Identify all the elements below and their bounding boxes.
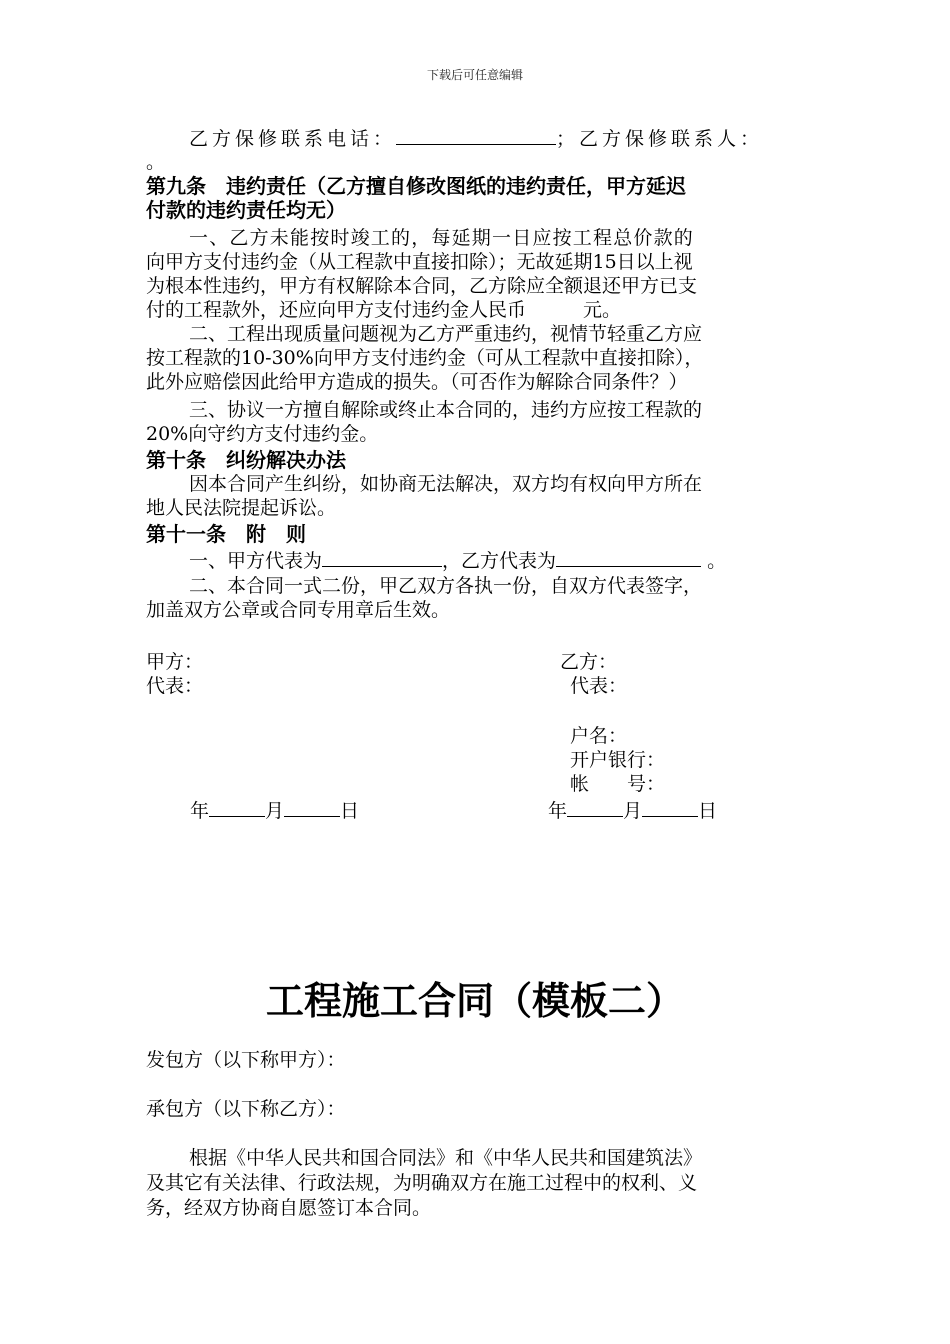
- article-11-p2-line1: 二、本合同一式二份，甲乙双方各执一份，自双方代表签字，: [189, 575, 703, 597]
- year-label: 年: [190, 800, 210, 822]
- article-9-p1-line4: 付的工程款外，还应向甲方支付违约金人民币 元。: [146, 299, 622, 321]
- employer-label: 发包方（以下称甲方）：: [146, 1049, 346, 1071]
- warranty-phone-blank: [396, 126, 556, 145]
- warranty-contact-line: [146, 126, 806, 151]
- article-11-title: 第十一条 附 则: [146, 522, 306, 546]
- intro-line1: 根据《中华人民共和国合同法》和《中华人民共和国建筑法》: [189, 1147, 703, 1169]
- article-9-p2-line3: 此外应赔偿因此给甲方造成的损失。（可否作为解除合同条件？）: [146, 371, 688, 393]
- article-9-p1-line1: 一、乙方未能按时竣工的，每延期一日应按工程总价款的: [189, 227, 695, 249]
- party-b-rep-label: ，乙方代表为: [442, 550, 557, 572]
- party-b-rep-blank: [556, 548, 701, 567]
- article-9-p1-line2: 向甲方支付违约金（从工程款中直接扣除）；无故延期15日以上视: [146, 251, 693, 273]
- contract-2-title: 工程施工合同（模板二）: [265, 979, 684, 1023]
- article-10-line2: 地人民法院提起诉讼。: [146, 497, 337, 519]
- party-b-rep: 代表：: [570, 675, 628, 697]
- day-label: 日: [698, 800, 718, 822]
- party-a-rep-blank: [322, 548, 442, 567]
- month-blank: [209, 798, 265, 817]
- day-blank: [642, 798, 698, 817]
- article-9-p3-line1: 三、协议一方擅自解除或终止本合同的，违约方应按工程款的: [189, 399, 703, 421]
- page-header: 下载后可任意编辑: [426, 68, 523, 82]
- party-b-label: 乙方：: [560, 651, 618, 673]
- party-a-rep: 代表：: [146, 675, 204, 697]
- month-label: 月: [623, 800, 643, 822]
- contact-end: 。: [146, 151, 166, 173]
- intro-line3: 务，经双方协商自愿签订本合同。: [146, 1197, 432, 1219]
- party-a-rep-label: 一、甲方代表为: [189, 550, 323, 572]
- article-11-p1: [146, 548, 806, 573]
- article-11-p1-end: 。: [707, 550, 727, 572]
- article-9-p3-line2: 20%向守约方支付违约金。: [146, 423, 379, 445]
- article-9-title-line1: 第九条 违约责任（乙方擅自修改图纸的违约责任，甲方延迟: [146, 174, 686, 198]
- account-number-label: 帐 号：: [570, 773, 666, 795]
- bank-label: 开户银行：: [570, 749, 666, 771]
- article-11-p2-line2: 加盖双方公章或合同专用章后生效。: [146, 599, 451, 621]
- article-9-p2-line1: 二、工程出现质量问题视为乙方严重违约，视情节轻重乙方应: [189, 323, 703, 345]
- article-9-p1-line3: 为根本性违约，甲方有权解除本合同，乙方除应全额退还甲方已支: [146, 275, 698, 297]
- article-10-line1: 因本合同产生纠纷，如协商无法解决，双方均有权向甲方所在: [189, 473, 703, 495]
- warranty-person-label: 乙方保修联系人：: [579, 128, 764, 150]
- year-label: 年: [548, 800, 568, 822]
- contractor-label: 承包方（以下称乙方）：: [146, 1098, 346, 1120]
- account-name-label: 户名：: [570, 725, 628, 747]
- date-line-party-b: [548, 798, 717, 823]
- day-blank: [284, 798, 340, 817]
- article-10-title: 第十条 纠纷解决办法: [146, 448, 346, 472]
- contact-separator: ；: [556, 128, 580, 150]
- month-label: 月: [265, 800, 285, 822]
- day-label: 日: [340, 800, 360, 822]
- article-9-title-line2: 付款的违约责任均无）: [146, 198, 346, 222]
- month-blank: [567, 798, 623, 817]
- article-9-p2-line2: 按工程款的10-30%向甲方支付违约金（可从工程款中直接扣除），: [146, 347, 704, 369]
- intro-line2: 及其它有关法律、行政法规，为明确双方在施工过程中的权利、义: [146, 1172, 698, 1194]
- warranty-phone-label: 乙方保修联系电话：: [189, 128, 397, 150]
- party-a-label: 甲方：: [146, 651, 204, 673]
- date-line-party-a: [190, 798, 359, 823]
